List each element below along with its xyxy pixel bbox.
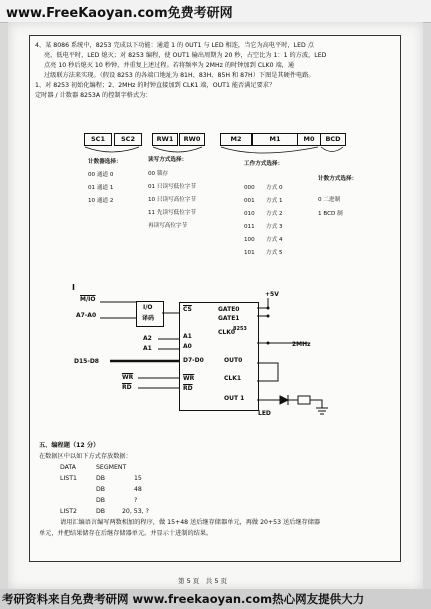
code-op: SEGMENT [96, 464, 127, 471]
work-mode-code: 101 [244, 250, 255, 256]
led-label: LED [258, 410, 271, 417]
cw-bit-rw1: RW1 [152, 133, 178, 146]
pin-wr: $\overline{WR}$ [183, 375, 195, 382]
code-label: DATA [60, 464, 76, 471]
code-op: DB [96, 486, 106, 493]
pin-gate0: GATE0 [218, 306, 240, 313]
watermark-footer[interactable] [0, 589, 431, 609]
p4-line-3: 点亮 10 秒后熄灭 10 秒钟，并重复上述过程。若将频率为 2MHz 的时钟加到 CLK0 端，通 [44, 62, 295, 69]
cw-bit-sc2: SC2 [114, 133, 142, 146]
pin-gate1: GATE1 [218, 315, 240, 322]
led-diode [280, 396, 288, 404]
data-bus-label: D15-D8 [74, 358, 99, 365]
pin-out1: OUT 1 [224, 395, 245, 402]
vcc-label: +5V [265, 291, 279, 298]
work-mode-name: 方式 0 [266, 185, 283, 191]
site-banner[interactable] [0, 0, 431, 23]
pin-clk1: CLK1 [224, 375, 242, 382]
rw-mode-item: 11 先读写低位字节 [148, 210, 197, 216]
pin-rd: $\overline{RD}$ [183, 385, 193, 392]
p5-intro: 在数据区中以如下方式存放数据： [39, 453, 132, 460]
pin-d7-d0: D7-D0 [183, 357, 204, 364]
pin-a1: A1 [183, 333, 192, 340]
junction-dot [267, 307, 270, 310]
p5-heading: 五、编程题（12 分） [39, 442, 100, 449]
watermark-text[interactable]: 考研资料来自免费考研网 www.freekaoyan.com热心网友提供大力 [2, 592, 365, 606]
p5-desc-1: 请用汇编语言编写两数相加的程序，做 15+48 送后继存储器单元，再做 20+53 送后继存储器 [60, 519, 321, 526]
input-rd: $\overline{RD}$ [122, 384, 132, 391]
pin-out0: OUT0 [224, 357, 243, 364]
pin-cs: $\overline{CS}$ [183, 306, 192, 313]
code-op: DB [96, 475, 106, 482]
junction-dot [267, 315, 270, 318]
rw-mode-title: 读写方式选择： [148, 157, 188, 163]
work-mode-code: 100 [244, 237, 255, 243]
code-arg: ? [134, 497, 138, 504]
counter-select-item: 00 通道 0 [88, 172, 114, 178]
counter-select-title: 计数器选择： [88, 159, 122, 165]
rw-mode-item: 10 只读写高位字节 [148, 197, 197, 203]
work-mode-code: 011 [244, 224, 255, 230]
work-mode-name: 方式 2 [266, 211, 283, 217]
led-resistor [298, 396, 310, 404]
p5-desc-2: 单元，并把结果储存在后继存储器单元。并显示十进制的结果。 [39, 530, 213, 537]
counter-select-item: 01 通道 1 [88, 185, 114, 191]
exam-page [29, 35, 401, 562]
code-arg: 20, 53, ? [122, 508, 149, 515]
code-op: DB [96, 497, 106, 504]
code-op: DB [96, 508, 106, 515]
work-mode-name: 方式 3 [266, 224, 283, 230]
cw-bit-bcd: BCD [320, 133, 346, 146]
clock-label: 2MHz [292, 341, 311, 348]
p4-line-5: 1、对 8253 初始化编程；2、2MHz 的时钟直接加到 CLK1 端，OUT1 能否满足要求？ [35, 82, 276, 89]
code-arg: 48 [134, 486, 142, 493]
work-mode-code: 010 [244, 211, 255, 217]
work-mode-title: 工作方式选择： [244, 161, 284, 167]
pin-a0: A0 [183, 343, 192, 350]
wire-out0-clk1 [257, 363, 278, 381]
work-mode-code: 000 [244, 185, 255, 191]
page-number: 第 5 页 共 5 页 [178, 577, 228, 585]
count-mode-item: 0 二进制 [318, 197, 341, 203]
wire-to-ground [310, 400, 322, 408]
p4-line-4: 过级联方法来实现。（假设 8253 的各端口地址为 81H、83H、85H 和 87H）下图是其硬件电路。 [44, 72, 315, 79]
code-label: LIST1 [60, 475, 77, 482]
p4-line-2: 亮，低电平时，LED 熄灭；对 8253 编程，使 OUT1 输出周期为 20 秒，占空比为 1：1 的方波，LED [44, 52, 327, 59]
circuit-label-i: I [72, 283, 75, 292]
input-a2: A2 [143, 335, 152, 342]
count-mode-item: 1 BCD 制 [318, 211, 343, 217]
wire-gate0-vcc [257, 298, 268, 308]
work-mode-name: 方式 4 [266, 237, 283, 243]
input-a1: A1 [143, 345, 152, 352]
cw-bit-m1: M1 [252, 133, 298, 146]
input-wr: $\overline{WR}$ [122, 374, 134, 381]
count-mode-title: 计数方式选择： [318, 176, 358, 182]
pin-clk0: CLK0 [218, 329, 236, 336]
p4-line-6: 定时器 / 计数器 8253A 的控制字格式为： [35, 92, 152, 99]
mio-signal: M/IO [80, 296, 96, 303]
counter-select-item: 10 通道 2 [88, 198, 114, 204]
rw-mode-item: 再读写高位字节 [148, 223, 188, 229]
io-decoder-label: I/O [143, 304, 153, 311]
work-mode-code: 001 [244, 198, 255, 204]
circuit-wires [30, 36, 400, 561]
code-label: LIST2 [60, 508, 77, 515]
cw-bit-m2: M2 [220, 133, 252, 146]
cw-bit-rw0: RW0 [179, 133, 205, 146]
ground-symbol [316, 408, 328, 414]
site-banner-text[interactable]: www.FreeKaoyan.com免费考研网 [6, 6, 233, 21]
junction-dot [267, 342, 270, 345]
chip-8253-label: 8253 [233, 326, 247, 332]
work-mode-name: 方式 1 [266, 198, 283, 204]
io-decoder-label: 译码 [142, 315, 155, 322]
address-bus-label: A7-A0 [76, 312, 97, 319]
rw-mode-item: 00 锁存 [148, 171, 169, 177]
cw-bit-sc1: SC1 [84, 133, 112, 146]
p4-line-1: 4、某 8086 系统中，8253 完成以下功能：通道 1 的 0UT1 与 LED 相连，当它为高电平时，LED 点 [35, 42, 314, 49]
code-arg: 15 [134, 475, 142, 482]
cw-bit-m0: M0 [297, 133, 321, 146]
rw-mode-item: 01 只读写低位字节 [148, 184, 197, 190]
work-mode-name: 方式 5 [266, 250, 283, 256]
